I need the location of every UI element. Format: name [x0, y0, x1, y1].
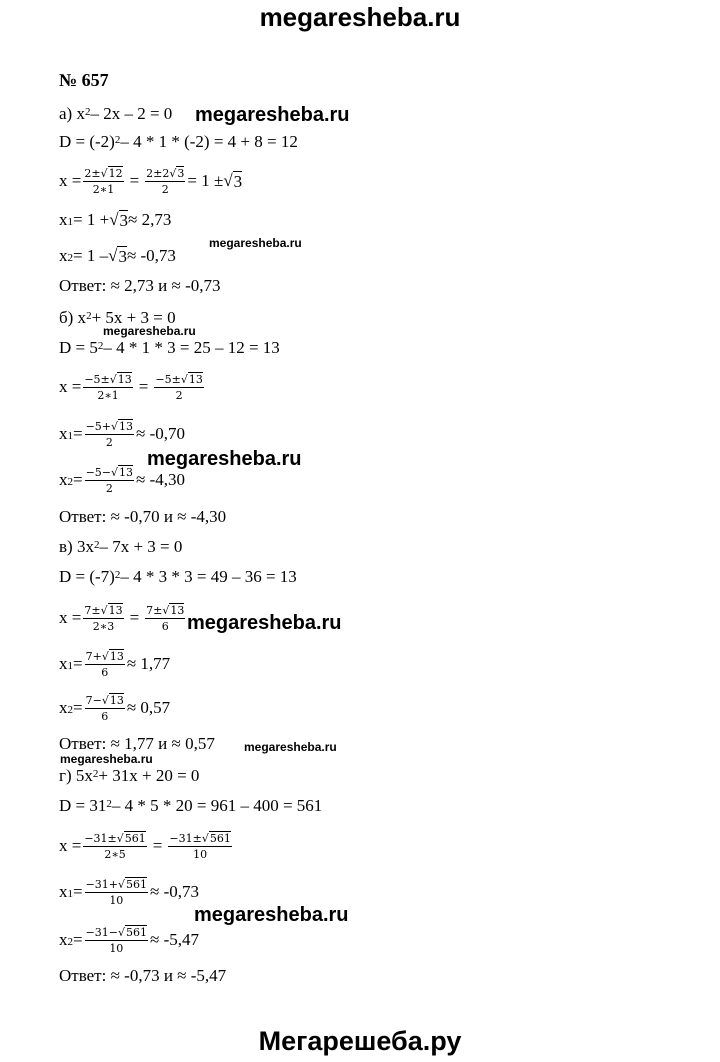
part-c-fraction-1: $\frac{7\pm√13}{2∗3}$ — [84, 603, 123, 633]
part-a-eq-prefix: а) x — [59, 104, 85, 123]
part-d-x1-fraction: $\frac{-31+√561}{10}$ — [85, 877, 148, 907]
part-a-f2-num-pre: 2±2 — [146, 166, 170, 180]
part-c-answer: Ответ: ≈ 1,77 и ≈ 0,57 — [59, 734, 215, 753]
part-a-x2-pre: = 1 – — [73, 246, 109, 265]
part-a-f1-den: 2∗1 — [92, 182, 115, 196]
part-d-eq-exp: 2 — [92, 768, 99, 780]
part-d-discriminant — [59, 796, 322, 816]
part-d-fraction-1: $\frac{-31\pm√561}{2∗5}$ — [84, 831, 146, 861]
part-d-x2-sub: 2 — [67, 936, 73, 948]
part-c-x2-num-pre: 7− — [85, 693, 102, 707]
part-a-x1-pre: = 1 + — [73, 210, 110, 229]
watermark-4: megaresheba.ru — [147, 448, 302, 470]
part-d-roots-formula — [59, 831, 234, 861]
part-d-f1-den: 2∗5 — [104, 847, 126, 861]
part-d-x1-eq: = — [73, 882, 83, 901]
part-b-x2-label: x — [59, 470, 68, 489]
part-d-equation — [59, 766, 199, 786]
part-a-d-prefix: D = (-2) — [59, 132, 115, 151]
part-d-f1-num-rad: 561 — [124, 831, 146, 845]
part-c-roots-formula — [59, 603, 187, 633]
watermark-3: megaresheba.ru — [103, 324, 196, 338]
part-c-x1-num-pre: 7+ — [85, 649, 102, 663]
part-d-x1-num-pre: −31+ — [85, 877, 119, 891]
part-d-x2-num-pre: −31− — [85, 925, 119, 939]
part-b-eq-sign: = — [138, 377, 149, 396]
part-c-x2-fraction: $\frac{7-√13}{6}$ — [85, 693, 124, 723]
part-a-answer: Ответ: ≈ 2,73 и ≈ -0,73 — [59, 276, 221, 295]
part-d-x1-num-rad: 561 — [126, 877, 148, 891]
part-a-f1-num-pre: 2± — [84, 166, 101, 180]
part-d-x1-label: x — [59, 882, 68, 901]
part-d-x1-sub: 1 — [67, 888, 73, 900]
part-a-fraction-2: $\frac{2\pm 2√3}{2}$ — [146, 166, 185, 196]
part-b-f1-num-pre: −5± — [84, 372, 110, 386]
part-a-f1-num-rad: 12 — [108, 166, 123, 180]
part-a-fraction-1: $\frac{2\pm√12}{2∗1}$ — [84, 166, 123, 196]
part-d-x2-eq: = — [73, 930, 83, 949]
part-c-x2 — [59, 693, 171, 723]
part-a-x2-label: x — [59, 246, 68, 265]
part-c-x2-num-rad: 13 — [109, 693, 124, 707]
watermark-1: megaresheba.ru — [195, 104, 350, 126]
part-b-x1-eq: = — [73, 424, 83, 443]
part-b-d-exp: 2 — [97, 340, 104, 352]
part-c-equation — [59, 537, 182, 557]
part-a-f2-den: 2 — [161, 182, 169, 196]
part-b-d-prefix: D = 5 — [59, 338, 98, 357]
part-c-d-exp: 2 — [114, 569, 121, 581]
part-a-eq-sign: = — [129, 171, 140, 190]
part-b-x2-eq: = — [73, 470, 83, 489]
part-a-x1-label: x — [59, 210, 68, 229]
watermark-5: megaresheba.ru — [187, 612, 342, 634]
part-a-x2-rad: 3 — [118, 246, 127, 266]
part-a-eq-exp: 2 — [84, 106, 91, 118]
site-header[interactable]: megaresheba.ru — [259, 2, 461, 32]
part-a-x1: x $_1$ = 1 + √ 3 ≈ 2,73 — [59, 210, 171, 230]
part-d-d-prefix: D = 31 — [59, 796, 107, 815]
problem-number: № 657 — [59, 70, 109, 90]
part-c-discriminant — [59, 567, 297, 587]
part-c-d-rest: – 4 * 3 * 3 = 49 – 36 = 13 — [120, 567, 297, 586]
part-d-f2-den: 10 — [193, 847, 208, 861]
part-c-f1-den: 2∗3 — [92, 619, 115, 633]
part-d-x2-tail: ≈ -5,47 — [150, 930, 200, 949]
part-c-x-label: x = — [59, 608, 82, 627]
watermark-8: megaresheba.ru — [194, 904, 349, 926]
part-d-f2-num-rad: 561 — [209, 831, 231, 845]
part-a-x-tail-pre: = 1 ± — [187, 171, 224, 190]
part-b-roots-formula — [59, 372, 206, 402]
part-d-x1 — [59, 877, 200, 907]
part-c-eq-prefix: в) 3x — [59, 537, 94, 556]
part-b-x2-num-pre: −5− — [85, 465, 112, 479]
part-c-x2-eq: = — [73, 698, 83, 717]
part-b-x1-num-pre: −5+ — [85, 419, 112, 433]
part-d-x2-den: 10 — [109, 941, 124, 955]
part-b-discriminant — [59, 338, 280, 358]
part-a-x2-sub: 2 — [67, 252, 73, 264]
part-d-x1-tail: ≈ -0,73 — [150, 882, 200, 901]
part-b-x1 — [59, 419, 186, 449]
part-d-x-label: x = — [59, 836, 82, 855]
part-c-f2-den: 6 — [161, 619, 169, 633]
part-c-d-prefix: D = (-7) — [59, 567, 115, 586]
part-a-x-label: x = — [59, 171, 82, 190]
part-d-x1-den: 10 — [109, 893, 124, 907]
part-b-x2-sub: 2 — [67, 476, 73, 488]
part-b-f1-den: 2∗1 — [97, 388, 119, 402]
part-a-equation — [59, 104, 172, 124]
part-b-f2-num-rad: 13 — [188, 372, 203, 386]
part-d-d-rest: – 4 * 5 * 20 = 961 – 400 = 561 — [111, 796, 323, 815]
part-c-eq-rest: – 7x + 3 = 0 — [99, 537, 183, 556]
part-b-f2-num-pre: −5± — [155, 372, 181, 386]
part-d-f1-num-pre: −31± — [84, 831, 117, 845]
part-b-x2-fraction: $\frac{-5-√13}{2}$ — [85, 465, 134, 495]
part-b-eq-prefix: б) x — [59, 308, 87, 327]
part-c-f1-num-rad: 13 — [108, 603, 123, 617]
part-b-x1-fraction: $\frac{-5+√13}{2}$ — [85, 419, 134, 449]
part-d-eq-rest: + 31x + 20 = 0 — [98, 766, 200, 785]
part-c-x1 — [59, 649, 171, 679]
part-c-x1-fraction: $\frac{7+√13}{6}$ — [85, 649, 124, 679]
part-b-fraction-1: $\frac{-5\pm√13}{2∗1}$ — [84, 372, 132, 402]
part-b-x1-num-rad: 13 — [119, 419, 134, 433]
part-d-f2-num-pre: −31± — [169, 831, 202, 845]
part-a-f2-num-rad: 3 — [177, 166, 185, 180]
site-footer[interactable]: Мегарешеба.ру — [258, 1026, 462, 1056]
part-b-d-rest: – 4 * 1 * 3 = 25 – 12 = 13 — [103, 338, 280, 357]
part-c-f1-num-pre: 7± — [84, 603, 101, 617]
part-b-eq-exp: 2 — [86, 310, 92, 322]
part-b-answer: Ответ: ≈ -0,70 и ≈ -4,30 — [59, 507, 227, 526]
part-d-fraction-2: $\frac{-31\pm√561}{10}$ — [169, 831, 231, 861]
part-c-x1-num-rad: 13 — [109, 649, 124, 663]
part-d-eq-sign: = — [152, 836, 163, 855]
part-b-f1-num-rad: 13 — [117, 372, 132, 386]
part-c-x1-sub: 1 — [67, 660, 73, 672]
part-c-x1-den: 6 — [101, 665, 109, 679]
part-c-x2-label: x — [59, 698, 68, 717]
part-a-x1-rad: 3 — [119, 210, 129, 230]
part-b-x1-den: 2 — [105, 435, 113, 449]
part-a-x-tail-rad: 3 — [233, 171, 243, 191]
part-a-eq-rest: – 2x – 2 = 0 — [90, 104, 173, 123]
part-b-f2-den: 2 — [175, 388, 183, 402]
part-c-x2-tail: ≈ 0,57 — [126, 698, 171, 717]
part-a-x2: x $_2$ = 1 – √ 3 ≈ -0,73 — [59, 246, 176, 266]
part-b-x1-sub: 1 — [67, 430, 73, 442]
part-b-x-label: x = — [59, 377, 82, 396]
part-c-f2-num-rad: 13 — [170, 603, 185, 617]
part-a-d-exp: 2 — [114, 134, 121, 146]
part-c-x1-label: x — [59, 654, 68, 673]
part-d-x2-label: x — [59, 930, 68, 949]
part-c-fraction-2: $\frac{7\pm√13}{6}$ — [146, 603, 185, 633]
part-d-x2 — [59, 925, 200, 955]
watermark-7: megaresheba.ru — [244, 740, 337, 754]
part-b-x2-tail: ≈ -4,30 — [136, 470, 186, 489]
part-c-x1-eq: = — [73, 654, 83, 673]
part-b-eq-rest: + 5x + 3 = 0 — [91, 308, 176, 327]
part-d-x2-fraction: $\frac{-31-√561}{10}$ — [85, 925, 148, 955]
part-d-answer: Ответ: ≈ -0,73 и ≈ -5,47 — [59, 966, 227, 985]
part-c-x1-tail: ≈ 1,77 — [126, 654, 171, 673]
part-a-x2-tail: ≈ -0,73 — [126, 246, 176, 265]
watermark-6: megaresheba.ru — [60, 752, 153, 766]
part-d-x2-num-rad: 561 — [126, 925, 148, 939]
part-b-x1-tail: ≈ -0,70 — [136, 424, 186, 443]
part-b-x2-num-rad: 13 — [119, 465, 134, 479]
part-a-roots-formula: x = $\frac{2\pm√12}{2∗1}$ = $\frac{2\pm 2√3}{2}$ = 1 ± √ 3 — [59, 166, 243, 196]
part-a-x1-tail: ≈ 2,73 — [128, 210, 172, 229]
part-c-eq-sign: = — [129, 608, 140, 627]
part-c-x2-sub: 2 — [67, 704, 73, 716]
part-b-x2-den: 2 — [105, 481, 113, 495]
part-a-x1-sub: 1 — [67, 216, 73, 228]
part-c-f2-num-pre: 7± — [146, 603, 163, 617]
part-b-x2 — [59, 465, 186, 495]
part-b-fraction-2: $\frac{-5\pm√13}{2}$ — [155, 372, 203, 402]
part-d-d-exp: 2 — [106, 798, 112, 810]
part-c-x2-den: 6 — [101, 709, 109, 723]
watermark-2: megaresheba.ru — [209, 236, 302, 250]
part-a-discriminant — [59, 132, 298, 152]
part-c-eq-exp: 2 — [93, 539, 100, 551]
part-a-d-rest: – 4 * 1 * (-2) = 4 + 8 = 12 — [120, 132, 298, 151]
part-b-x1-label: x — [59, 424, 68, 443]
part-d-eq-prefix: г) 5x — [59, 766, 93, 785]
